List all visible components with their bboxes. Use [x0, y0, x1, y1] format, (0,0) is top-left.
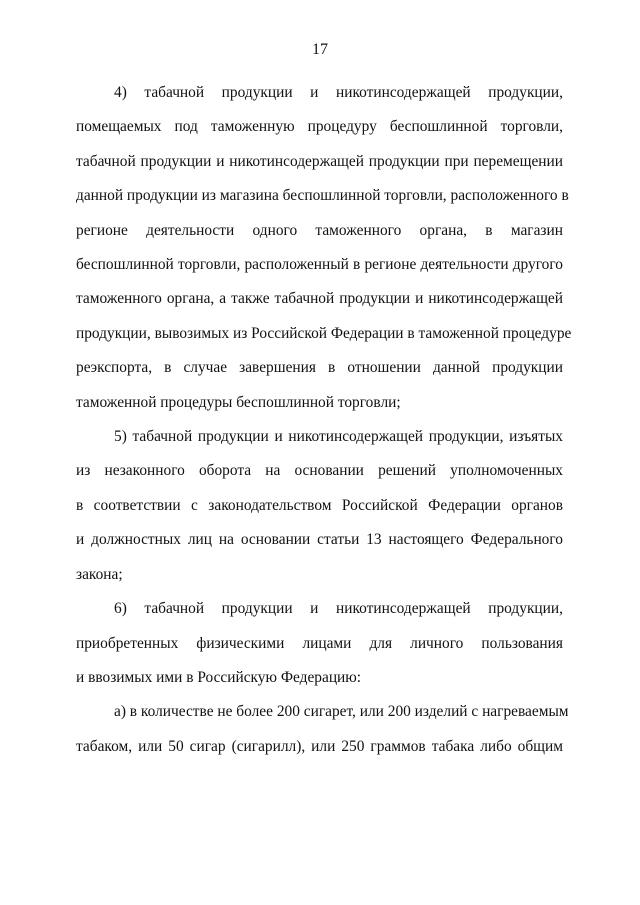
text-line: 5) табачной продукции и никотинсодержащей продукции, изъятых: [114, 428, 563, 446]
text-line: помещаемых под таможенную процедуру беспошлинной торговли,: [76, 118, 563, 136]
text-line: 6) табачной продукции и никотинсодержащей продукции,: [114, 600, 563, 618]
text-line: продукции, вывозимых из Российской Федерации в таможенной процедуре: [76, 324, 572, 342]
text-line: и должностных лиц на основании статьи 13 настоящего Федерального: [76, 531, 563, 549]
text-line: реэкспорта, в случае завершения в отношении данной продукции: [76, 359, 563, 377]
text-line: данной продукции из магазина беспошлинной торговли, расположенного в: [76, 187, 569, 205]
paragraph-item-4: [76, 76, 572, 420]
text-line: закона;: [76, 565, 123, 583]
text-line: таможенной процедуры беспошлинной торговли;: [76, 393, 401, 411]
text-line: из незаконного оборота на основании решений уполномоченных: [76, 462, 563, 480]
text-line: таможенного органа, а также табачной продукции и никотинсодержащей: [76, 290, 563, 308]
paragraph-item-5: [76, 420, 563, 592]
text-line: 4) табачной продукции и никотинсодержащей продукции,: [114, 84, 563, 101]
body-text: [76, 76, 572, 764]
paragraph-item-6: [76, 592, 563, 695]
text-line: а) в количестве не более 200 сигарет, или 200 изделий с нагреваемым: [114, 703, 569, 721]
text-line: регионе деятельности одного таможенного органа, в магазин: [76, 221, 563, 239]
text-line: табачной продукции и никотинсодержащей продукции при перемещении: [76, 152, 563, 170]
text-line: приобретенных физическими лицами для личного пользования: [76, 634, 563, 652]
text-line: в соответствии с законодательством Российской Федерации органов: [76, 496, 563, 514]
paragraph-item-6a: [76, 695, 569, 764]
page-number: 17: [312, 41, 328, 58]
text-line: и ввозимых ими в Российскую Федерацию:: [76, 668, 362, 686]
text-line: табаком, или 50 сигар (сигарилл), или 250 граммов табака либо общим: [76, 737, 563, 755]
text-line: беспошлинной торговли, расположенный в регионе деятельности другого: [76, 256, 563, 274]
